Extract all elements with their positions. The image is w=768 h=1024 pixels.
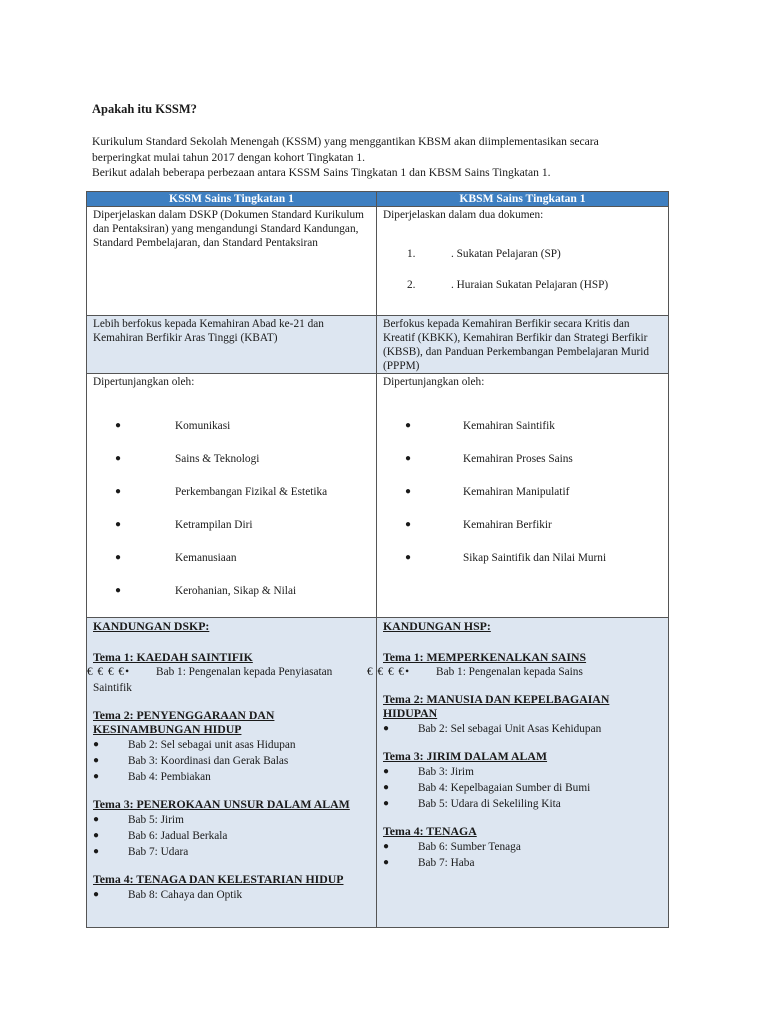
list-text: Kemahiran Saintifik: [463, 420, 555, 432]
bullet-icon: ●: [93, 739, 100, 750]
list-text: Kemahiran Manipulatif: [463, 486, 570, 498]
list-number: 2.: [407, 279, 416, 291]
cell-dskp-content: [87, 618, 377, 928]
bullet-icon: ●: [115, 420, 122, 431]
list-item: [93, 485, 370, 518]
bab-text: Bab 7: Udara: [128, 846, 189, 858]
bullet-icon: ●: [405, 420, 412, 431]
intro-paragraph: [92, 134, 672, 181]
bullet-icon: ●: [383, 766, 390, 777]
list-item: [383, 485, 662, 518]
bab-text: Bab 2: Sel sebagai unit asas Hidupan: [128, 739, 296, 751]
list-item: [93, 584, 370, 617]
bullet-icon: ●: [383, 782, 390, 793]
section-heading: KANDUNGAN DSKP:: [93, 619, 210, 633]
bullet-icon: ●: [93, 771, 100, 782]
header-kbsm: KBSM Sains Tingkatan 1: [377, 192, 669, 207]
list-item: [383, 855, 662, 871]
document-list: [407, 247, 662, 309]
cell-kssm-pillars: [87, 374, 377, 618]
intro-line: Berikut adalah beberapa perbezaan antara KSSM Sains Tingkatan 1 dan KBSM Sains Tingkatan 1.: [92, 166, 551, 179]
list-text: Kemahiran Proses Sains: [463, 453, 573, 465]
bullet-icon: ●: [93, 846, 100, 857]
list-text: Komunikasi: [175, 420, 231, 432]
list-text: Kerohanian, Sikap & Nilai: [175, 585, 297, 597]
list-item: [383, 721, 662, 737]
list-text: Kemahiran Berfikir: [463, 519, 552, 531]
cell-text: Diperjelaskan dalam DSKP (Dokumen Standard Kurikulum dan Pentaksiran) yang mengandungi Standard Kandungan, Standard Pembelajaran, dan Standard Pentaksiran: [93, 209, 364, 249]
list-text: Perkembangan Fizikal & Estetika: [175, 486, 328, 498]
list-item: [383, 452, 662, 485]
bab-text: Bab 6: Jadual Berkala: [128, 830, 228, 842]
cell-text: Diperjelaskan dalam dua dokumen:: [383, 209, 544, 221]
tema-heading: Tema 3: JIRIM DALAM ALAM: [383, 749, 548, 763]
bullet-icon: ●: [115, 585, 122, 596]
bab-line: [87, 665, 370, 680]
list-item: [93, 452, 370, 485]
bullet-icon: ●: [93, 755, 100, 766]
cell-hsp-content: [367, 618, 669, 928]
bullet-icon: ●: [115, 519, 122, 530]
cell-text: Lebih berfokus kepada Kemahiran Abad ke-21 dan Kemahiran Berfikir Aras Tinggi (KBAT): [93, 318, 324, 344]
bab-text: Bab 4: Pembiakan: [128, 771, 211, 783]
list-item: [383, 764, 662, 780]
cell-text: Dipertunjangkan oleh:: [93, 376, 195, 388]
bullet-icon: ●: [383, 798, 390, 809]
bullet-icon: ●: [93, 889, 100, 900]
cell-text: Berfokus kepada Kemahiran Berfikir secara Kritis dan Kreatif (KBKK), Kemahiran Berfikir dan Strategi Berfikir (KBSB), dan Panduan Perkembangan Pembelajaran Murid (PPPM): [383, 318, 650, 372]
list-item: [383, 419, 662, 452]
intro-line: berperingkat mulai tahun 2017 dengan kohort Tingkatan 1.: [92, 150, 366, 164]
pillar-list: [383, 419, 662, 584]
list-item: [383, 839, 662, 855]
bab-text: Bab 1: Pengenalan kepada Penyiasatan: [156, 666, 333, 678]
bab-text: Bab 5: Jirim: [128, 814, 184, 826]
table-header-row: [87, 192, 669, 207]
table-row: [87, 374, 669, 618]
list-item: [93, 551, 370, 584]
bab-line: [367, 665, 662, 680]
cell-kbsm-focus: [377, 316, 669, 374]
pillar-list: [93, 419, 370, 617]
tema-heading: Tema 2: PENYENGGARAAN DAN KESINAMBUNGAN HIDUP: [93, 708, 275, 736]
bullet-icon: ●: [115, 453, 122, 464]
bab-list: [383, 721, 662, 737]
bullet-icon: ●: [405, 552, 412, 563]
list-text: Ketrampilan Diri: [175, 519, 253, 531]
bullet-icon: ●: [405, 519, 412, 530]
list-item: [93, 887, 370, 903]
list-item: [93, 812, 370, 828]
list-item: [407, 278, 662, 309]
table-row: [87, 618, 669, 928]
comparison-table: [86, 191, 669, 928]
cell-text: Dipertunjangkan oleh:: [383, 376, 485, 388]
bab-text: Bab 5: Udara di Sekeliling Kita: [418, 798, 561, 810]
bab-text: Bab 3: Koordinasi dan Gerak Balas: [128, 755, 289, 767]
header-kssm: KSSM Sains Tingkatan 1: [87, 192, 377, 207]
list-text: Sikap Saintifik dan Nilai Murni: [463, 552, 607, 564]
list-text: . Huraian Sukatan Pelajaran (HSP): [451, 279, 609, 291]
list-item: [93, 419, 370, 452]
tema-heading: Tema 4: TENAGA DAN KELESTARIAN HIDUP: [93, 872, 344, 886]
bab-text: Bab 8: Cahaya dan Optik: [128, 889, 243, 901]
bullet-icon: ●: [383, 723, 390, 734]
tema-heading: Tema 3: PENEROKAAN UNSUR DALAM ALAM: [93, 797, 350, 811]
list-item: [407, 247, 662, 278]
list-item: [383, 551, 662, 584]
cell-kbsm-documents: [377, 207, 669, 316]
table-row: [87, 316, 669, 374]
bullet-icon: ●: [383, 857, 390, 868]
bab-text: Bab 4: Kepelbagaian Sumber di Bumi: [418, 782, 591, 794]
bullet-icon: ●: [405, 453, 412, 464]
bullet-icon: ●: [93, 830, 100, 841]
table-row: [87, 207, 669, 316]
bab-list: [93, 737, 370, 785]
bab-text: Bab 6: Sumber Tenaga: [418, 841, 521, 853]
page-title: Apakah itu KSSM?: [92, 102, 197, 116]
tema-heading: Tema 1: MEMPERKENALKAN SAINS: [383, 650, 587, 664]
cell-kssm-focus: [87, 316, 377, 374]
bullet-icon: ●: [93, 814, 100, 825]
bab-text: Bab 3: Jirim: [418, 766, 474, 778]
list-item: [383, 780, 662, 796]
tema-heading: Tema 1: KAEDAH SAINTIFIK: [93, 650, 253, 664]
bab-list: [383, 764, 662, 812]
bab-continuation: Saintifik: [93, 682, 132, 694]
list-number: 1.: [407, 248, 416, 260]
cell-kssm-documents: [87, 207, 377, 316]
intro-line: Kurikulum Standard Sekolah Menengah (KSSM) yang menggantikan KBSM akan diimplementasikan secara: [92, 135, 599, 148]
list-text: Kemanusiaan: [175, 552, 237, 564]
bullet-icon: ●: [115, 486, 122, 497]
bullet-icon: ●: [383, 841, 390, 852]
list-item: [93, 844, 370, 860]
bab-list: [383, 839, 662, 871]
cell-kbsm-pillars: [377, 374, 669, 618]
list-item: [93, 753, 370, 769]
bullet-prefix: € € € €•: [367, 666, 411, 678]
list-item: [93, 518, 370, 551]
list-text: . Sukatan Pelajaran (SP): [451, 248, 561, 260]
bab-text: Bab 7: Haba: [418, 857, 475, 869]
bullet-icon: ●: [115, 552, 122, 563]
tema-heading: Tema 2: MANUSIA DAN KEPELBAGAIAN HIDUPAN: [383, 692, 610, 720]
bab-text: Bab 2: Sel sebagai Unit Asas Kehidupan: [418, 723, 602, 735]
bab-list: [93, 812, 370, 860]
section-heading: KANDUNGAN HSP:: [383, 619, 491, 633]
bab-text: Bab 1: Pengenalan kepada Sains: [436, 666, 583, 678]
tema-heading: Tema 4: TENAGA: [383, 824, 477, 838]
list-item: [383, 796, 662, 812]
list-item: [93, 769, 370, 785]
bullet-prefix: € € € €•: [87, 666, 131, 678]
bab-list: [93, 887, 370, 903]
list-item: [93, 737, 370, 753]
list-item: [93, 828, 370, 844]
list-item: [383, 518, 662, 551]
list-text: Sains & Teknologi: [175, 453, 260, 465]
bullet-icon: ●: [405, 486, 412, 497]
